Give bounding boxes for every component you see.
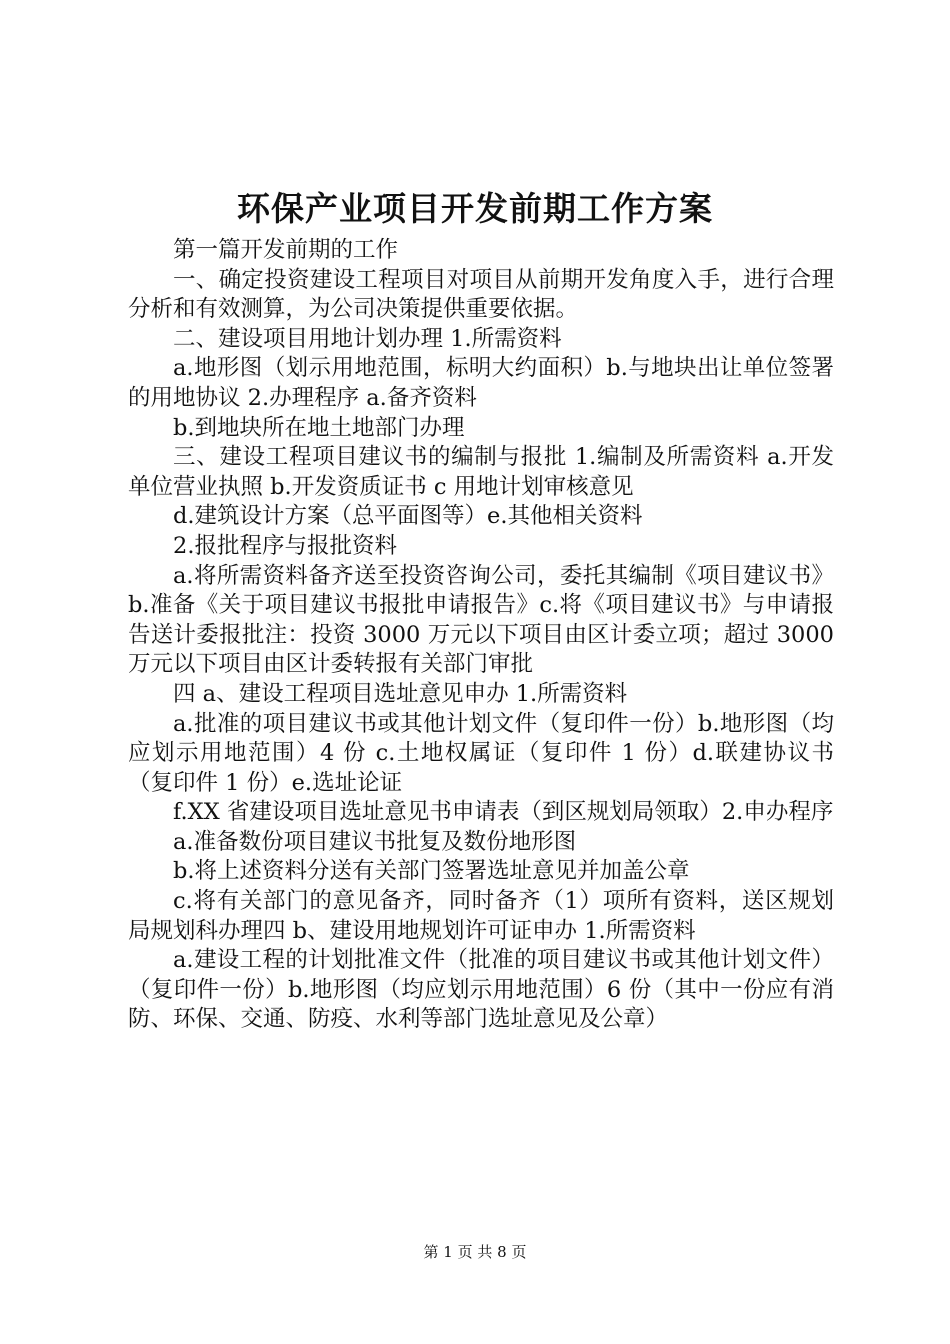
paragraph: 二、建设项目用地计划办理 1.所需资料 (173, 325, 562, 352)
paragraph: b.将上述资料分送有关部门签署选址意见并加盖公章 (173, 858, 690, 885)
paragraph: a.批准的项目建议书或其他计划文件（复印件一份）b.地形图（均应划示用地范围）4 份 c.土地权属证（复印件 1 份）d.联建协议书（复印件 1 份）e.选址论证 (128, 710, 834, 796)
document-title: 环保产业项目开发前期工作方案 (237, 189, 713, 228)
document-body (128, 236, 834, 1035)
paragraph: f.XX 省建设项目选址意见书申请表（到区规划局领取）2.申办程序 (173, 799, 834, 826)
paragraph: b.到地块所在地土地部门办理 (173, 414, 465, 441)
paragraph: c.将有关部门的意见备齐，同时备齐（1）项所有资料，送区规划局规划科办理四 b、建设用地规划许可证申办 1.所需资料 (128, 888, 834, 944)
paragraph: a.将所需资料备齐送至投资咨询公司，委托其编制《项目建议书》b.准备《关于项目建议书报批申请报告》c.将《项目建议书》与申请报告送计委报批注：投资 3000 万元以下项目由区计委立项；超过 3000 万元以下项目由区计委转报有关部门审批 (128, 562, 834, 678)
paragraph: 2.报批程序与报批资料 (173, 532, 397, 559)
paragraph: 第一篇开发前期的工作 (173, 237, 399, 263)
paragraph: d.建筑设计方案（总平面图等）e.其他相关资料 (173, 503, 643, 530)
page-footer: 第 1 页 共 8 页 (423, 1243, 527, 1261)
paragraph: a.地形图（划示用地范围，标明大约面积）b.与地块出让单位签署的用地协议 2.办理程序 a.备齐资料 (128, 355, 834, 411)
paragraph: a.准备数份项目建议书批复及数份地形图 (173, 828, 577, 855)
paragraph: 一、确定投资建设工程项目对项目从前期开发角度入手，进行合理分析和有效测算，为公司决策提供重要依据。 (128, 266, 834, 323)
paragraph: a.建设工程的计划批准文件（批准的项目建议书或其他计划文件）（复印件一份）b.地形图（均应划示用地范围）6 份（其中一份应有消防、环保、交通、防疫、水利等部门选址意见及公章） (128, 947, 834, 1033)
paragraph: 三、建设工程项目建议书的编制与报批 1.编制及所需资料 a.开发单位营业执照 b.开发资质证书 c 用地计划审核意见 (128, 444, 834, 500)
paragraph: 四 a、建设工程项目选址意见申办 1.所需资料 (173, 680, 628, 707)
